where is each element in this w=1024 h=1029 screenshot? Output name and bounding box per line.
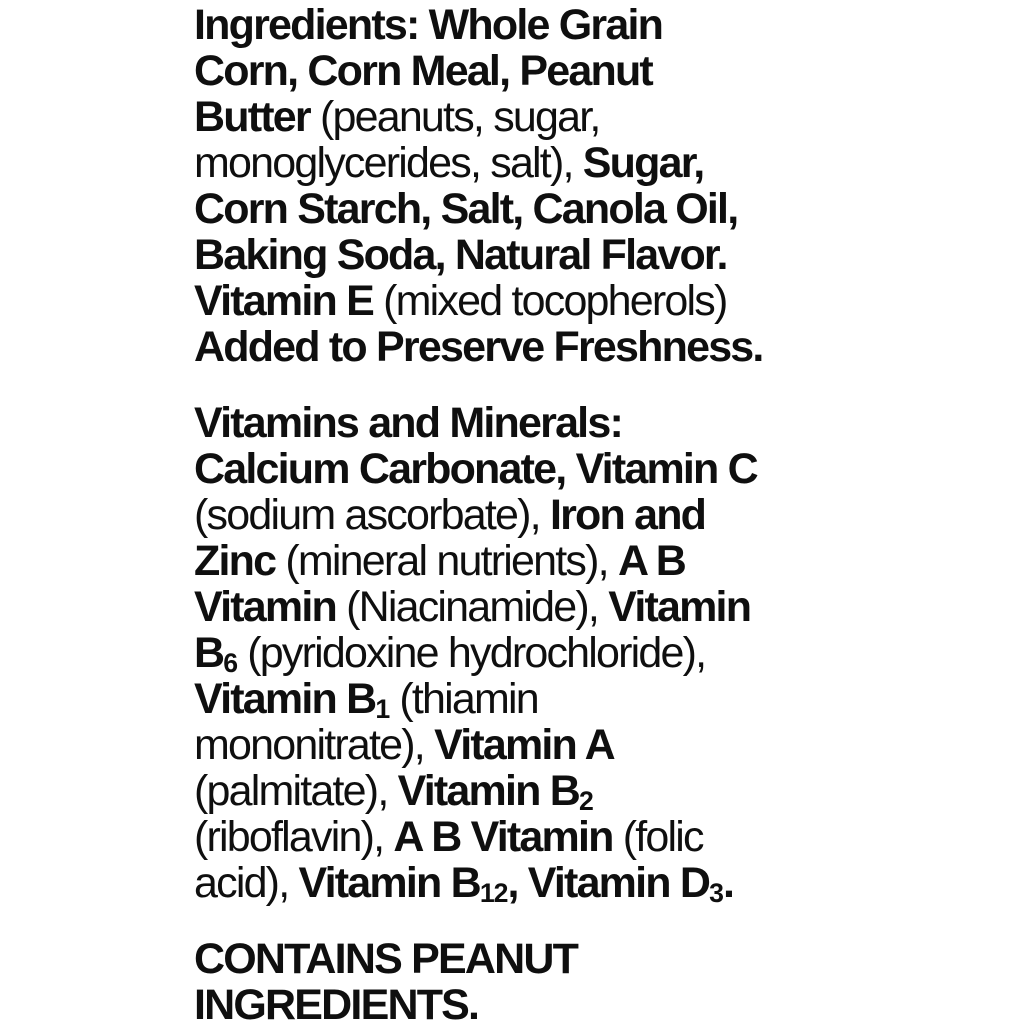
label-line [194,722,884,768]
label-line [194,982,884,1028]
label-line [194,630,884,676]
text-segment: Corn, Corn Meal, Peanut [194,47,652,95]
text-segment: Added to Preserve Freshness. [194,323,763,371]
text-segment: Vitamins and Minerals: [194,399,622,447]
text-segment: (Niacinamide), [335,583,609,631]
label-line [194,492,884,538]
text-segment: Ingredients: Whole Grain [194,1,663,49]
vitamins-and-minerals-statement [194,400,884,906]
label-line [194,278,884,324]
label-line [194,48,884,94]
text-segment: Butter [194,93,310,141]
label-line [194,324,884,370]
label-line [194,446,884,492]
text-segment: B [194,629,224,677]
text-segment: Iron and [549,491,706,539]
text-segment: Vitamin A [434,721,614,769]
subscript-segment: 2 [578,785,593,816]
text-segment: Corn Starch, Salt, Canola Oil, [194,185,738,233]
text-segment: Baking Soda, Natural Flavor. [194,231,727,279]
label-line [194,140,884,186]
text-segment: (mixed tocopherols) [372,277,727,325]
label-line [194,860,884,906]
label-line [194,768,884,814]
text-segment: (sodium ascorbate), [194,491,550,539]
label-line [194,94,884,140]
label-line [194,538,884,584]
text-segment: Vitamin E [194,277,373,325]
subscript-segment: 1 [375,693,390,724]
text-segment: (peanuts, sugar, [309,93,600,141]
allergen-statement [194,936,884,1028]
label-line [194,676,884,722]
text-segment: Calcium Carbonate, Vitamin C [194,445,757,493]
subscript-segment: 3 [709,877,723,908]
text-segment: A B Vitamin [393,813,613,861]
subscript-segment: 6 [223,647,238,678]
text-segment: Vitamin B [397,767,579,815]
subscript-segment: 12 [479,877,508,908]
text-segment: Vitamin [194,583,336,631]
text-segment: (riboflavin), [194,813,394,861]
label-line [194,814,884,860]
text-segment: A B [617,537,686,585]
text-segment: mononitrate), [194,721,435,769]
text-segment: CONTAINS PEANUT [194,935,578,983]
label-line [194,2,884,48]
label-line [194,936,884,982]
text-segment: (thiamin [389,675,538,723]
text-segment: acid), [194,859,299,907]
text-segment: . [722,859,734,907]
text-segment: (mineral nutrients), [275,537,618,585]
text-segment: Zinc [194,537,276,585]
ingredients-statement [194,2,884,370]
text-segment: INGREDIENTS. [194,981,479,1029]
text-segment: (folic [612,813,703,861]
text-segment: (pyridoxine hydrochloride), [237,629,706,677]
label-line [194,232,884,278]
text-segment: , Vitamin D [507,859,710,907]
text-segment: Sugar, [582,139,704,187]
text-segment: (palmitate), [194,767,398,815]
label-line [194,400,884,446]
label-line [194,186,884,232]
text-segment: monoglycerides, salt), [194,139,583,187]
label-line [194,584,884,630]
ingredients-label [194,2,884,1028]
text-segment: Vitamin [608,583,751,631]
text-segment: Vitamin B [194,675,376,723]
text-segment: Vitamin B [298,859,480,907]
